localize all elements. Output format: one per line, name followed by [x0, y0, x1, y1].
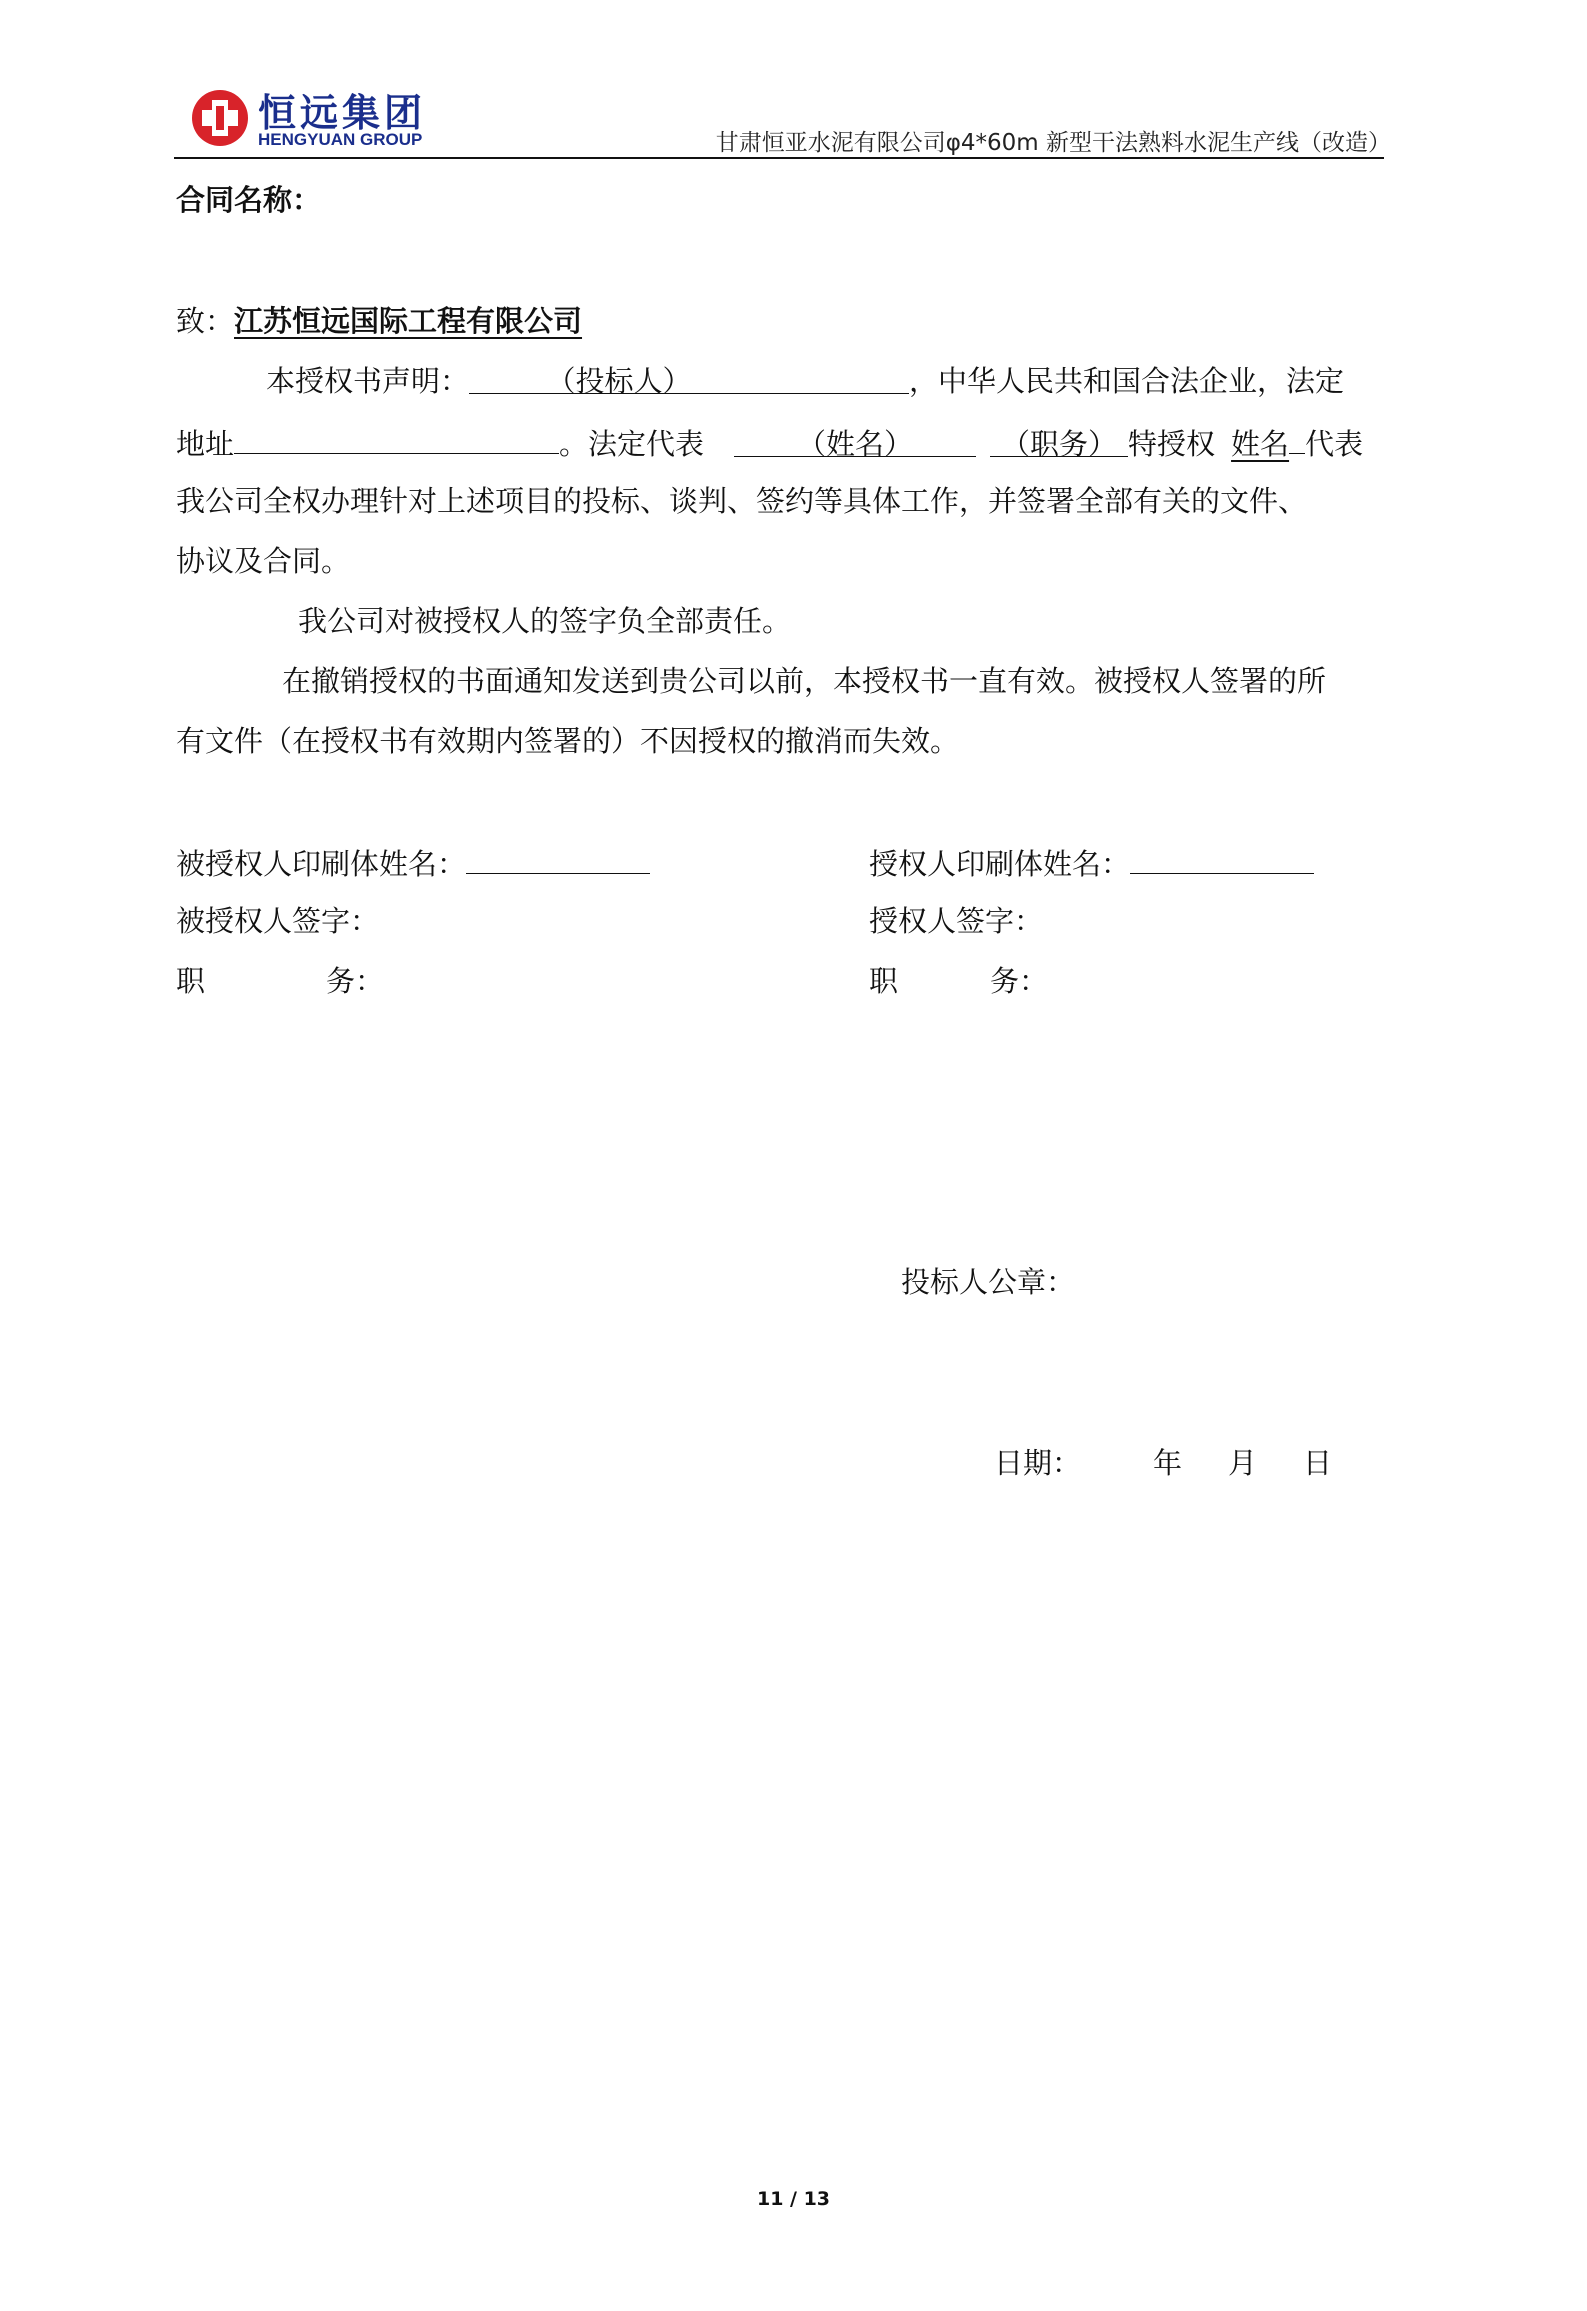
- address-blank: [234, 421, 559, 454]
- recipient-name: 江苏恒远国际工程有限公司: [234, 304, 583, 338]
- authorized-position-label-1: 职: [176, 964, 206, 998]
- statement-continuation: ，中华人民共和国合法企业，法定: [909, 364, 1345, 398]
- date-month: 月: [1228, 1446, 1258, 1480]
- authorized-name-placeholder: 姓名: [1231, 427, 1290, 461]
- bidder-seal-label: 投标人公章：: [901, 1265, 1076, 1299]
- authorized-person-print-name: [176, 841, 650, 884]
- page-number: 11 / 13: [756, 2188, 831, 2210]
- bidder-placeholder: （投标人）: [546, 364, 692, 398]
- legal-rep-name-blank: [734, 424, 976, 461]
- address-label: 地址: [176, 427, 235, 461]
- authorizer-print-name-blank: [1130, 841, 1314, 874]
- validity-statement-line2: 有文件（在授权书有效期内签署的）不因授权的撤消而失效。: [176, 724, 960, 758]
- authorizer-signature-label: 授权人签字：: [869, 904, 1044, 938]
- date-line: [994, 1443, 1332, 1483]
- validity-statement-line1: 在撤销授权的书面通知发送到贵公司以前，本授权书一直有效。被授权人签署的所: [282, 664, 1327, 698]
- authorized-print-name-blank: [466, 841, 650, 874]
- recipient-prefix: 致：: [176, 304, 235, 338]
- authorization-statement-line3: 我公司全权办理针对上述项目的投标、谈判、签约等具体工作，并签署全部有关的文件、: [176, 484, 1308, 518]
- legal-rep-label: 。法定代表: [559, 427, 705, 461]
- header-divider: [174, 157, 1384, 159]
- date-year: 年: [1153, 1446, 1183, 1480]
- represent-word: 代表: [1305, 427, 1364, 461]
- legal-rep-position-blank: [990, 424, 1128, 461]
- position-placeholder: （职务）: [1001, 427, 1118, 461]
- authorization-statement-line2: [176, 421, 1363, 464]
- responsibility-statement: 我公司对被授权人的签字负全部责任。: [298, 604, 792, 638]
- authorizer-position: [869, 961, 1048, 1001]
- logo-chinese-text: 恒远集团: [258, 91, 427, 135]
- authorization-statement-line1: [266, 361, 1344, 401]
- date-day: 日: [1303, 1446, 1333, 1480]
- company-logo: [190, 86, 430, 156]
- authorized-person-position: [176, 961, 384, 1001]
- date-label: 日期：: [994, 1446, 1082, 1480]
- authorization-statement-line4: 协议及合同。: [176, 544, 351, 578]
- authorizer-print-name: [869, 841, 1314, 884]
- recipient-line: [176, 301, 582, 341]
- project-title: 甘肃恒亚水泥有限公司φ4*60m 新型干法熟料水泥生产线（改造）: [715, 130, 1391, 156]
- special-authorization: 特授权: [1128, 427, 1216, 461]
- authorizer-print-name-label: 授权人印刷体姓名：: [869, 847, 1131, 881]
- logo-english-text: HENGYUAN GROUP: [258, 130, 423, 149]
- authorized-person-signature-label: 被授权人签字：: [176, 904, 380, 938]
- authorizer-position-label-1: 职: [869, 964, 899, 998]
- authorized-position-label-2: 务：: [326, 964, 385, 998]
- statement-intro: 本授权书声明：: [266, 364, 470, 398]
- authorized-print-name-label: 被授权人印刷体姓名：: [176, 847, 467, 881]
- bidder-name-blank: [469, 361, 909, 398]
- contract-name-label: 合同名称：: [176, 183, 322, 217]
- authorizer-position-label-2: 务：: [990, 964, 1049, 998]
- name-placeholder: （姓名）: [797, 427, 914, 461]
- hengyuan-logo-icon: [190, 88, 250, 148]
